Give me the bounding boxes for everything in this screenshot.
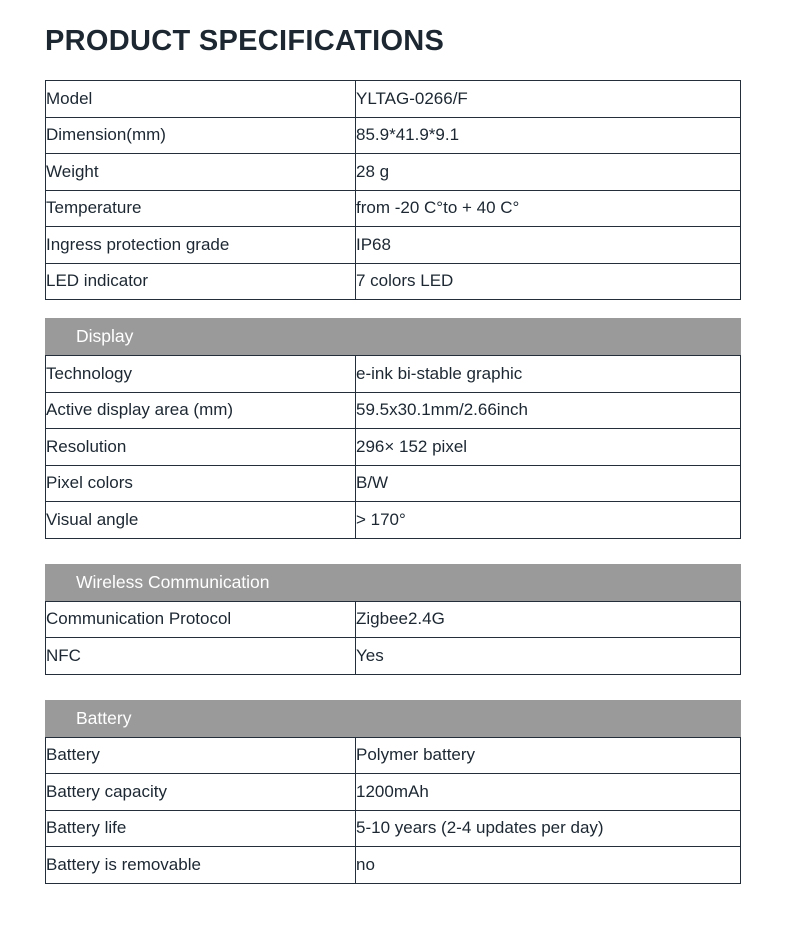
spec-table	[45, 737, 741, 884]
spec-label: Battery is removable	[46, 847, 356, 884]
spec-table	[45, 601, 741, 675]
spec-label: LED indicator	[46, 263, 356, 300]
section-header-label: Display	[76, 326, 134, 346]
table-row	[46, 601, 741, 638]
spec-sections	[45, 80, 741, 884]
table-row	[46, 774, 741, 811]
table-row	[46, 356, 741, 393]
spec-label: Battery life	[46, 810, 356, 847]
table-row	[46, 847, 741, 884]
page-title: PRODUCT SPECIFICATIONS	[45, 25, 445, 57]
section-header	[45, 700, 741, 737]
table-row	[46, 465, 741, 502]
spec-value: 59.5x30.1mm/2.66inch	[356, 392, 741, 429]
spec-label: Active display area (mm)	[46, 392, 356, 429]
spec-section-wireless-communication	[45, 564, 741, 675]
spec-table	[45, 355, 741, 539]
spec-value: e-ink bi-stable graphic	[356, 356, 741, 393]
spec-value: 7 colors LED	[356, 263, 741, 300]
table-row	[46, 502, 741, 539]
table-row	[46, 117, 741, 154]
spec-label: Weight	[46, 154, 356, 191]
spec-value: from -20 C°to + 40 C°	[356, 190, 741, 227]
spec-section-display	[45, 318, 741, 539]
spec-label: Battery capacity	[46, 774, 356, 811]
spec-label: Pixel colors	[46, 465, 356, 502]
table-row	[46, 810, 741, 847]
spec-value: 1200mAh	[356, 774, 741, 811]
spec-section-general	[45, 80, 741, 300]
table-row	[46, 638, 741, 675]
section-header-label: Wireless Communication	[76, 571, 270, 592]
spec-label: NFC	[46, 638, 356, 675]
spec-value: YLTAG-0266/F	[356, 81, 741, 118]
spec-table	[45, 80, 741, 300]
spec-value: B/W	[356, 465, 741, 502]
table-row	[46, 227, 741, 264]
spec-label: Technology	[46, 356, 356, 393]
spec-value: Polymer battery	[356, 737, 741, 774]
spec-label: Visual angle	[46, 502, 356, 539]
spec-value: > 170°	[356, 502, 741, 539]
table-row	[46, 154, 741, 191]
table-row	[46, 429, 741, 466]
spec-value: IP68	[356, 227, 741, 264]
section-header	[45, 318, 741, 355]
spec-label: Model	[46, 81, 356, 118]
table-row	[46, 263, 741, 300]
spec-value: 85.9*41.9*9.1	[356, 117, 741, 154]
spec-value: Zigbee2.4G	[356, 601, 741, 638]
spec-label: Communication Protocol	[46, 601, 356, 638]
spec-label: Resolution	[46, 429, 356, 466]
spec-value: 296× 152 pixel	[356, 429, 741, 466]
spec-value: Yes	[356, 638, 741, 675]
section-header	[45, 564, 741, 601]
spec-label: Temperature	[46, 190, 356, 227]
spec-value: 28 g	[356, 154, 741, 191]
table-row	[46, 190, 741, 227]
spec-value: no	[356, 847, 741, 884]
spec-label: Dimension(mm)	[46, 117, 356, 154]
spec-label: Battery	[46, 737, 356, 774]
spec-section-battery	[45, 700, 741, 884]
section-header-label: Battery	[76, 707, 132, 728]
table-row	[46, 81, 741, 118]
spec-label: Ingress protection grade	[46, 227, 356, 264]
table-row	[46, 737, 741, 774]
spec-value: 5-10 years (2-4 updates per day)	[356, 810, 741, 847]
table-row	[46, 392, 741, 429]
